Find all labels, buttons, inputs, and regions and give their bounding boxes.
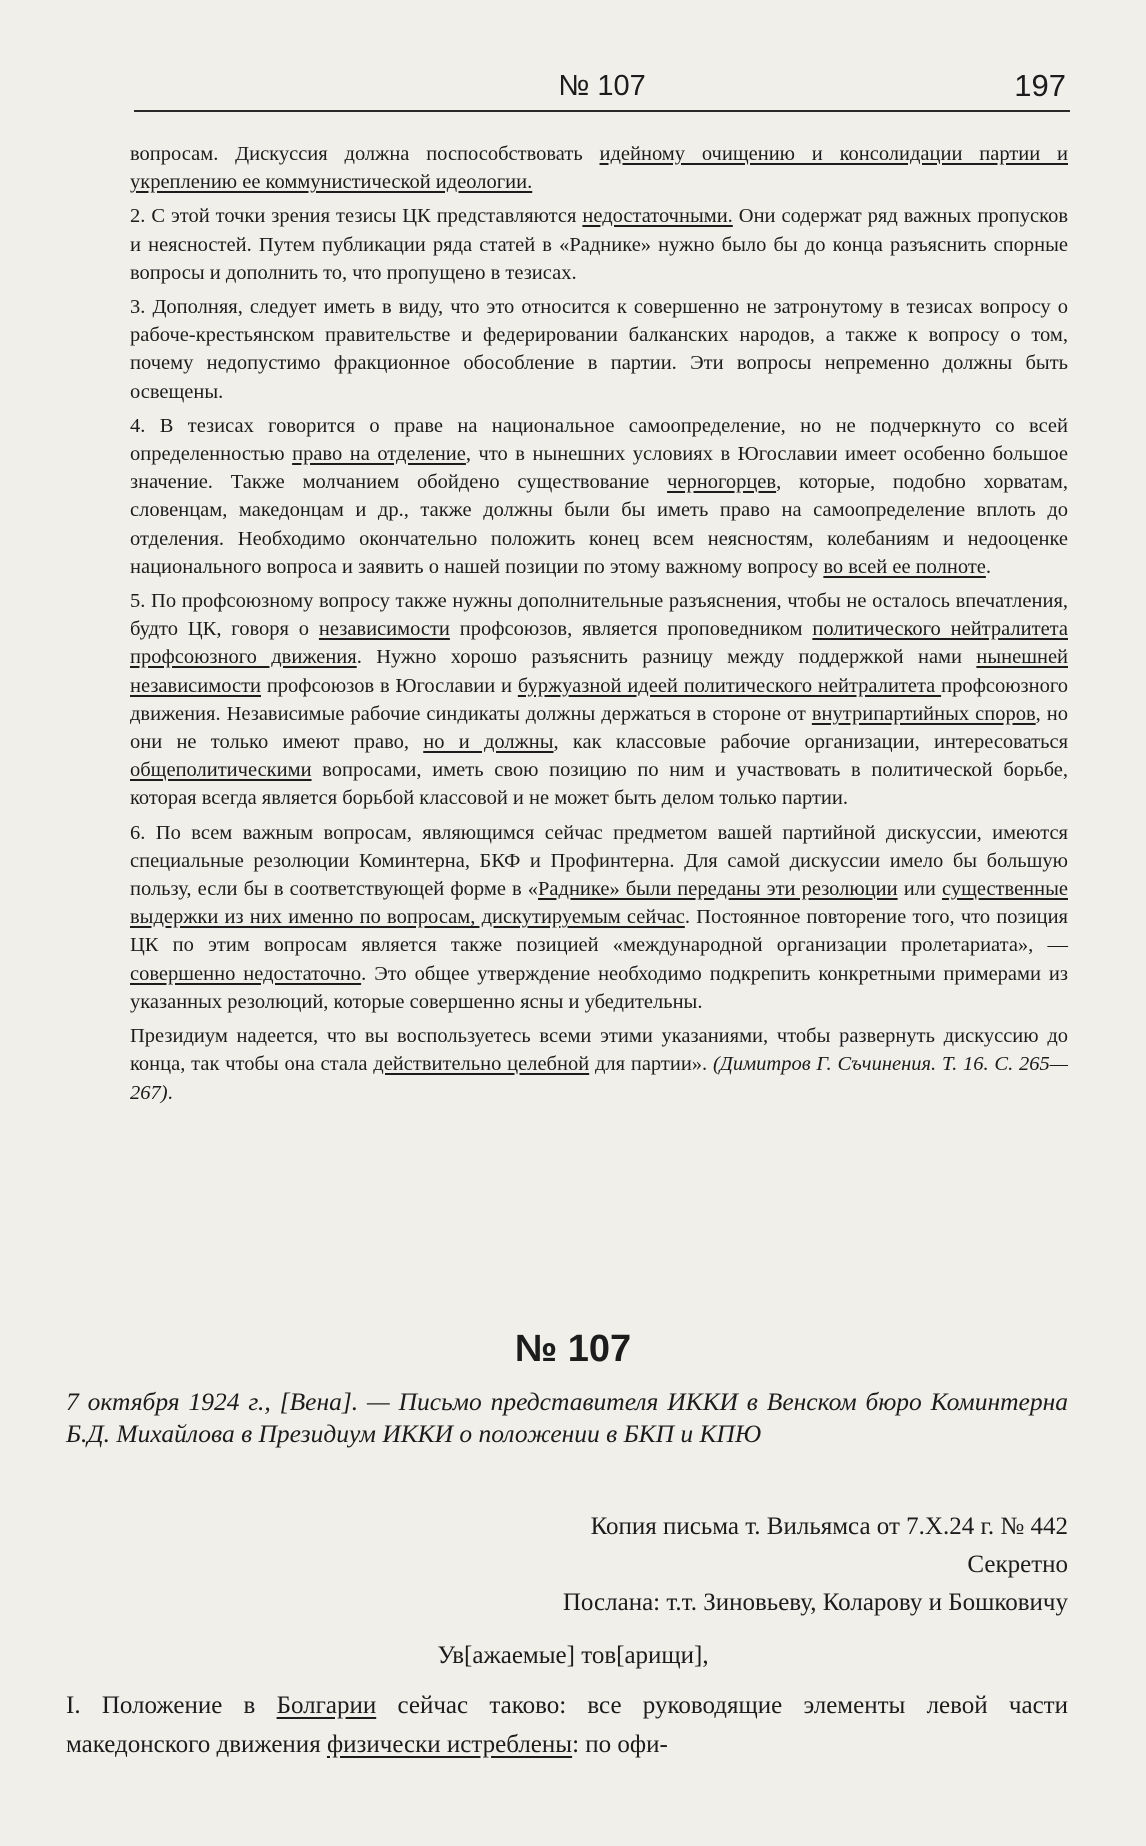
paragraph-6: 6. По всем важным вопросам, являющимся сейчас предметом вашей партийной дискуссии, имеются специальные резолюции Коминтерна, БКФ и Профинтерна. Для самой дискуссии имело бы большую пользу, если бы в соответствующей форме в «Раднике» были переданы эти резолюции или существенные выдержки из них именно по вопросам, дискутируемым сейчас. Постоянное повторение того, что позиция ЦК по этим вопросам является также позицией «международной организации пролетариата», — совершенно недостаточно. Это общее утверждение необходимо подкрепить конкретными примерами из указанных резолюций, которые совершенно ясны и убедительны. xyxy=(130,821,1068,1013)
page-number: 197 xyxy=(1014,68,1066,103)
paragraph-2: 2. С этой точки зрения тезисы ЦК представляются недостаточными. Они содержат ряд важных пропусков и неясностей. Путем публикации ряда статей в «Раднике» нужно было бы до конца разъяснить спорные вопросы и дополнить то, что пропущено в тезисах. xyxy=(130,205,1068,284)
paragraph-5: 5. По профсоюзному вопросу также нужны дополнительные разъяснения, чтобы не осталось впечатления, будто ЦК, говоря о независимости профсоюзов, является проповедником политического нейтралитета профсоюзного движения. Нужно хорошо разъяснить разницу между поддержкой нами нынешней независимости профсоюзов в Югославии и буржуазной идеей политического нейтралитета профсоюзного движения. Независимые рабочие синдикаты должны держаться в стороне от внутрипартийных споров, но они не только имеют право, но и должны, как классовые рабочие организации, интересоваться общеполитическими вопросами, иметь свою позицию по ним и участвовать в политической борьбе, которая всегда является борьбой классовой и не может быть делом только партии. xyxy=(130,590,1069,810)
previous-document-text xyxy=(130,140,1068,1113)
paragraph-4: 4. В тезисах говорится о праве на национальное самоопределение, но не подчеркнуто со всей определенностью право на отделение, что в нынешних условиях в Югославии имеет особенно большое значение. Также молчанием обойдено существование черногорцев, которые, подобно хорватам, словенцам, македонцам и др., также должны были бы иметь право на самоопределение вплоть до отделения. Необходимо окончательно положить конец всем неясностям, колебаниям и недооценке национального вопроса и заявить о нашей позиции по этому важному вопросу во всей ее полноте. xyxy=(130,414,1068,578)
page-header xyxy=(134,68,1070,112)
document-meta xyxy=(368,1508,1068,1622)
salutation: Ув[ажаемые] тов[арищи], xyxy=(437,1642,709,1669)
document-heading: 7 октября 1924 г., [Вена]. — Письмо представителя ИККИ в Венском бюро Коминтерна Б.Д. Михайлова в Президиум ИККИ о положении в БКП и КПЮ xyxy=(66,1387,1068,1448)
secret-mark: Секретно xyxy=(967,1551,1068,1578)
running-title: № 107 xyxy=(558,70,646,102)
citation: (Димитров Г. Съчинения. Т. 16. С. 265—267) xyxy=(130,1053,1068,1104)
letter-paragraph-1: I. Положение в Болгарии сейчас таково: все руководящие элементы левой части македонского движения физически истреблены: по офи- xyxy=(66,1692,1068,1758)
paragraph-7: Президиум надеется, что вы воспользуетесь всеми этими указаниями, чтобы развернуть дискуссию до конца, так чтобы она стала действительно целебной для партии». (Димитров Г. Съчинения. Т. 16. С. 265—267). xyxy=(130,1025,1068,1104)
paragraph-3: 3. Дополняя, следует иметь в виду, что это относится к совершенно не затронутому в тезисах вопросу о рабоче-крестьянском правительстве и федерировании балканских народов, а также к вопросу о том, почему недопустимо фракционное обособление в партии. Эти вопросы непременно должны быть освещены. xyxy=(130,296,1068,403)
document-number: № 107 xyxy=(514,1328,632,1370)
copy-line: Копия письма т. Вильямса от 7.X.24 г. № 442 xyxy=(590,1513,1068,1540)
paragraph-0: вопросам. Дискуссия должна поспособствовать идейному очищению и консолидации партии и укреплению ее коммунистической идеологии. xyxy=(130,143,1068,194)
sent-to: Послана: т.т. Зиновьеву, Коларову и Бошковичу xyxy=(562,1589,1068,1616)
